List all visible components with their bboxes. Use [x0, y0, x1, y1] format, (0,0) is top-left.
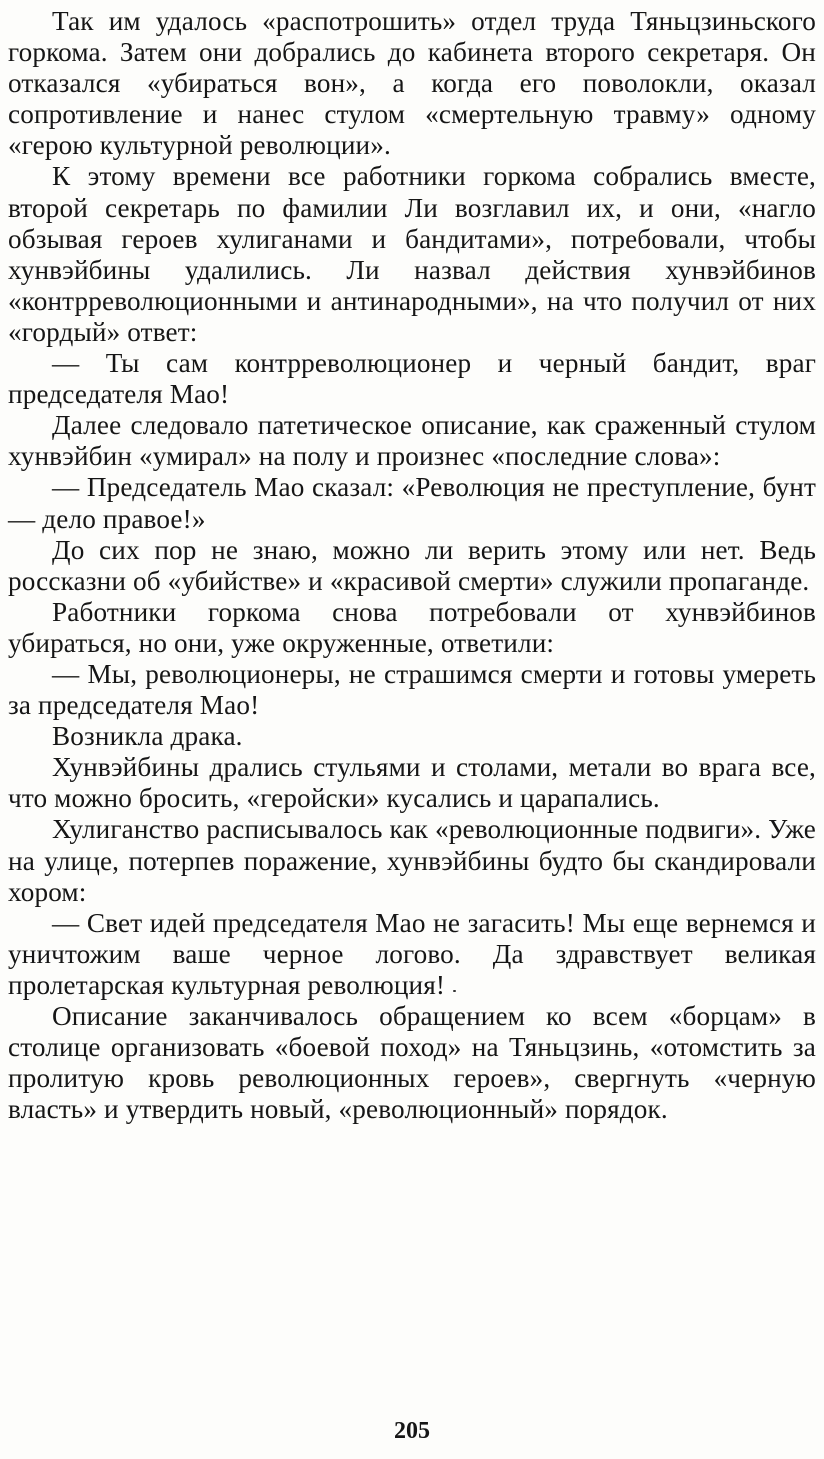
paragraph: Хулиганство расписывалось как «революционные подвиги». Уже на улице, потерпев поражение, хунвэйбины будто бы скандировали хором: — [8, 814, 816, 907]
ink-speck — [453, 990, 456, 992]
paragraph: Так им удалось «распотрошить» отдел труда Тяньцзиньского горкома. Затем они добрались до кабинета второго секретаря. Он отказался «убираться вон», а когда его поволокли, оказал сопротивление и нанес стулом «смертельную травму» одному «герою культурной революции». — [8, 6, 816, 161]
dialogue-line: — Свет идей председателя Мао не загасить! Мы еще вернемся и уничтожим ваше черное логово. Да здравствует великая пролетарская культурная революция! — [8, 907, 816, 1000]
dialogue-line: — Ты сам контрреволюционер и черный бандит, враг председателя Мао! — [8, 348, 816, 410]
paragraph: Хунвэйбины дрались стульями и столами, метали во врага все, что можно бросить, «геройски» кусались и царапались. — [8, 752, 816, 814]
paragraph: Далее следовало патетическое описание, как сраженный стулом хунвэйбин «умирал» на полу и произнес «последние слова»: — [8, 410, 816, 472]
dialogue-line: — Председатель Мао сказал: «Революция не преступление, бунт — дело правое!» — [8, 472, 816, 534]
paragraph: До сих пор не знаю, можно ли верить этому или нет. Ведь россказни об «убийстве» и «красивой смерти» служили пропаганде. — [8, 534, 816, 596]
paragraph: Описание заканчивалось обращением ко всем «борцам» в столице организовать «боевой поход» на Тяньцзинь, «отомстить за пролитую кровь революционных героев», свергнуть «черную власть» и утвердить новый, «революционный» порядок. — [8, 1001, 816, 1125]
paragraph: Работники горкома снова потребовали от хунвэйбинов убираться, но они, уже окруженные, ответили: — [8, 596, 816, 658]
body-text — [8, 6, 816, 1125]
paragraph: К этому времени все работники горкома собрались вместе, второй секретарь по фамилии Ли возглавил их, и они, «нагло обзывая героев хулиганами и бандитами», потребовали, чтобы хунвэйбины удалились. Ли назвал действия хунвэйбинов «контрреволюционными и антинародными», на что получил от них «гордый» ответ: — [8, 161, 816, 347]
dialogue-line: — Мы, революционеры, не страшимся смерти и готовы умереть за председателя Мао! — [8, 658, 816, 721]
paragraph: Возникла драка. — [52, 721, 243, 752]
page-number: 205 — [394, 1418, 430, 1444]
